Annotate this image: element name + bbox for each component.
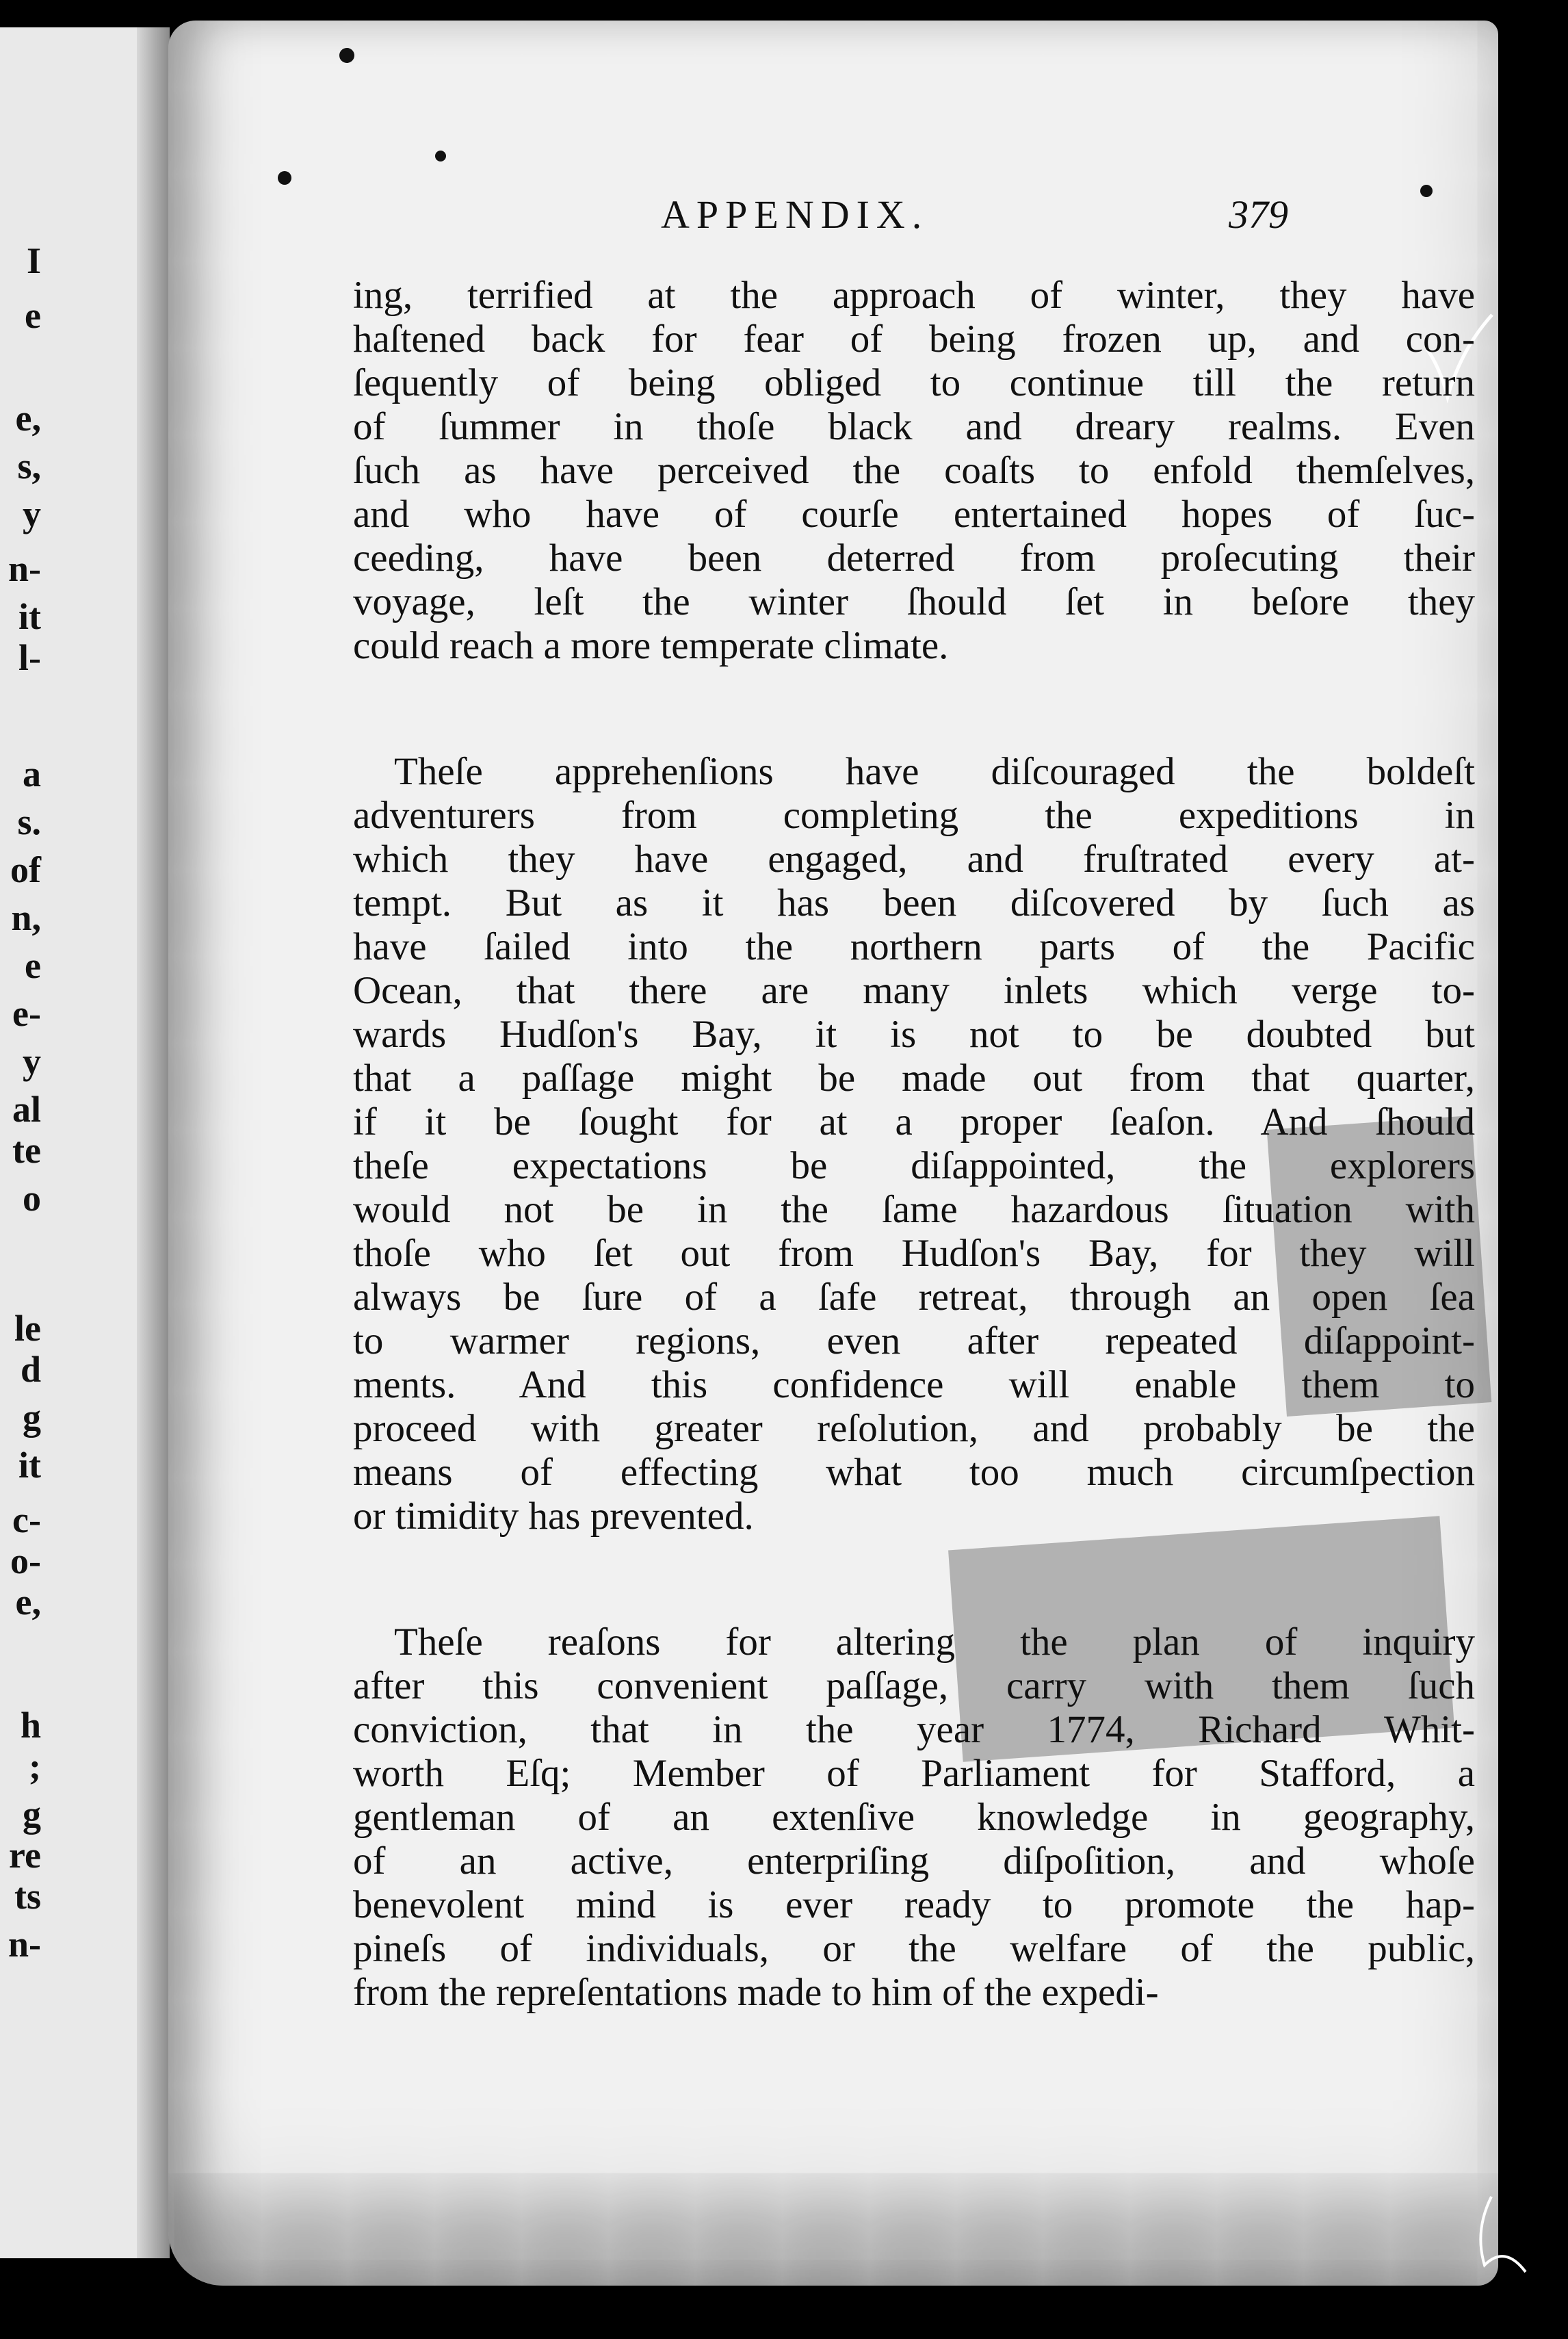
left-page-fragment: g	[23, 1794, 41, 1835]
text-line: of ſummer in thoſe black and dreary realms. Even	[353, 405, 1475, 448]
text-line: voyage, leſt the winter ſhould ſet in beſore they	[353, 580, 1475, 623]
text-line: that a paſſage might be made out from that quarter,	[353, 1057, 1475, 1100]
text-line: ments. And this confidence will enable them to	[353, 1363, 1475, 1406]
text-line: after this convenient paſſage, carry with them ſuch	[353, 1664, 1475, 1707]
text-line: gentleman of an extenſive knowledge in geography,	[353, 1796, 1475, 1839]
ink-spot	[278, 171, 291, 185]
left-page-fragment: s,	[17, 445, 41, 487]
left-page-fragment: e	[25, 295, 41, 336]
left-page-fragment: e-	[12, 993, 41, 1034]
text-line: ſuch as have perceived the coaſts to enfold themſelves,	[353, 449, 1475, 492]
left-page-fragment: y	[23, 1041, 41, 1082]
left-page-fragment: o	[23, 1178, 41, 1219]
left-page-fragment: n-	[8, 548, 41, 589]
text-line: ing, terrified at the approach of winter, they have	[353, 274, 1475, 317]
left-page-fragment: al	[12, 1089, 41, 1130]
text-line: ſequently of being obliged to continue till the return	[353, 361, 1475, 404]
text-line: tempt. But as it has been diſcovered by ſuch as	[353, 881, 1475, 925]
text-line: to warmer regions, even after repeated diſappoint-	[353, 1319, 1475, 1362]
left-page-fragment: d	[20, 1349, 41, 1390]
text-line: means of effecting what too much circumſpection	[353, 1451, 1475, 1494]
paragraph	[353, 750, 1475, 1538]
text-line: ceeding, have been deterred from proſecuting their	[353, 537, 1475, 580]
book-page	[168, 21, 1498, 2286]
text-line: proceed with greater reſolution, and probably be the	[353, 1407, 1475, 1450]
text-line: or timidity has prevented.	[353, 1495, 754, 1538]
paragraph-gap	[353, 1538, 1475, 1620]
text-line: benevolent mind is ever ready to promote the hap-	[353, 1883, 1475, 1926]
left-page-fragment: it	[18, 1445, 41, 1486]
text-line: pineſs of individuals, or the welfare of the public,	[353, 1927, 1475, 1970]
left-page-fragment: o-	[10, 1540, 41, 1581]
text-line: which they have engaged, and fruſtrated every at-	[353, 838, 1475, 881]
text-line: theſe expectations be diſappointed, the explorers	[353, 1144, 1475, 1187]
page-number: 379	[1229, 192, 1288, 237]
left-page-fragment: ;	[29, 1746, 41, 1787]
left-page-fragment: l-	[18, 637, 41, 678]
left-page-fragment: le	[14, 1308, 41, 1349]
left-page-fragment: s.	[17, 801, 41, 842]
text-line: haſtened back for fear of being frozen up, and con-	[353, 318, 1475, 361]
left-page-fragment: g	[23, 1397, 41, 1438]
left-page-fragment: n,	[11, 897, 41, 938]
left-page-fragment: y	[23, 493, 41, 534]
left-page-fragment: e	[25, 945, 41, 986]
text-line: from the repreſentations made to him of the expedi-	[353, 1971, 1159, 2014]
running-title: APPENDIX.	[661, 192, 929, 237]
text-line: and who have of courſe entertained hopes of ſuc-	[353, 493, 1475, 536]
text-line: of an active, enterpriſing diſpoſition, and whoſe	[353, 1839, 1475, 1883]
ink-spot	[435, 151, 446, 161]
left-page-fragment: n-	[8, 1924, 41, 1965]
left-page-fragment: e,	[15, 398, 41, 439]
text-line: worth Eſq; Member of Parliament for Stafford, a	[353, 1752, 1475, 1795]
ink-spot	[339, 48, 354, 63]
paragraph	[353, 1620, 1475, 2015]
text-line: always be ſure of a ſafe retreat, through an open ſea	[353, 1276, 1475, 1319]
text-line: would not be in the ſame hazardous ſituation with	[353, 1188, 1475, 1231]
text-line: Ocean, that there are many inlets which verge to-	[353, 969, 1475, 1012]
text-line: wards Hudſon's Bay, it is not to be doubted but	[353, 1013, 1475, 1056]
text-line: Theſe apprehenſions have diſcouraged the boldeſt	[394, 750, 1475, 793]
left-page-fragment: it	[18, 596, 41, 637]
left-page-fragment: c-	[12, 1499, 41, 1540]
left-page-fragment: h	[20, 1705, 41, 1746]
left-page-fragment: a	[23, 753, 41, 794]
paragraph-gap	[353, 668, 1475, 750]
paragraph	[353, 274, 1475, 668]
text-line: Theſe reaſons for altering the plan of inquiry	[394, 1620, 1475, 1664]
page-header	[168, 192, 1498, 240]
text-line: could reach a more temperate climate.	[353, 624, 949, 667]
text-line: conviction, that in the year 1774, Richard Whit-	[353, 1708, 1475, 1751]
pencil-mark-icon	[1471, 2190, 1539, 2279]
text-line: adventurers from completing the expeditions in	[353, 794, 1475, 837]
left-page-fragment: te	[12, 1130, 41, 1171]
page-body-text	[353, 274, 1475, 2015]
text-line: thoſe who ſet out from Hudſon's Bay, for they will	[353, 1232, 1475, 1275]
left-page-fragment: I	[26, 240, 41, 281]
left-page-edge	[0, 27, 170, 2258]
left-page-fragment: ts	[14, 1876, 41, 1917]
text-line: if it be ſought for at a proper ſeaſon. And ſhould	[353, 1100, 1475, 1143]
left-page-fragment: re	[9, 1835, 41, 1876]
left-page-fragment: of	[10, 849, 41, 890]
left-page-gutter-shadow	[137, 27, 170, 2258]
text-line: have ſailed into the northern parts of the Pacific	[353, 925, 1475, 968]
left-page-fragment: e,	[15, 1581, 41, 1623]
